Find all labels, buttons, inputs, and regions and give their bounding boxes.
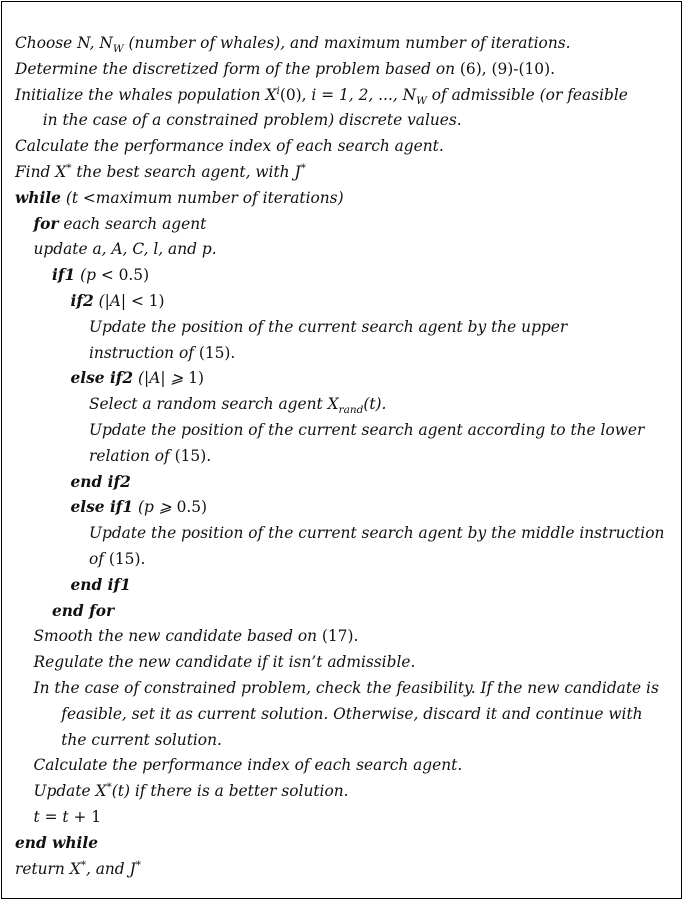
algorithm-line — [34, 807, 102, 827]
algorithm-line — [15, 162, 306, 182]
algorithm-line — [61, 730, 222, 750]
algorithm-line — [15, 33, 571, 56]
superscript: * — [135, 858, 141, 871]
line-text: (15). — [174, 446, 212, 465]
subscript: W — [112, 43, 124, 56]
algorithm-line — [15, 833, 98, 853]
line-text: Calculate the performance index of each search agent. — [15, 137, 444, 156]
algorithm-line — [71, 575, 131, 595]
subscript: rand — [338, 404, 364, 417]
algorithm-line — [43, 110, 462, 130]
superscript: * — [300, 161, 306, 174]
line-text: (p < — [75, 266, 119, 285]
line-text: 0.5) — [118, 266, 150, 285]
line-text: of admissible (or feasible — [426, 85, 628, 104]
keyword: end for — [52, 601, 115, 620]
line-text: Calculate the performance index of each search agent. — [33, 756, 463, 775]
line-text: (6), (9)-(10). — [459, 59, 555, 78]
algorithm-line — [15, 859, 141, 879]
algorithm-line — [34, 214, 207, 234]
line-text: the current solution. — [61, 730, 222, 749]
line-text: of — [89, 550, 109, 568]
line-text: update a, A, C, l, and p. — [33, 240, 217, 259]
algorithm-line — [89, 317, 567, 337]
line-text: each search agent — [58, 214, 207, 233]
line-text: (15). — [108, 550, 146, 568]
line-text: (p ⩾ — [133, 498, 177, 517]
keyword: if2 — [70, 292, 94, 310]
keyword: end if2 — [70, 472, 131, 491]
line-text: Update the position of the current search agent by the upper — [89, 317, 568, 336]
algorithm-line — [52, 265, 149, 285]
algorithm-line — [34, 678, 659, 698]
algorithm-box — [1, 1, 682, 899]
superscript: i — [276, 84, 280, 97]
algorithm-line — [34, 239, 217, 259]
algorithm-line — [89, 420, 644, 440]
algorithm-line — [15, 85, 628, 105]
line-text: 1) — [148, 292, 165, 310]
algorithm-line — [89, 549, 145, 569]
algorithm-line — [89, 523, 664, 543]
line-text: Update the position of the current search agent by the middle instruction — [89, 524, 665, 543]
algorithm-line — [15, 188, 344, 208]
line-text: (t). — [363, 395, 387, 414]
superscript: * — [80, 858, 86, 871]
line-text: (17). — [321, 627, 359, 646]
line-text: 0.5) — [176, 498, 208, 517]
algorithm-line — [89, 343, 235, 363]
keyword: else if2 — [70, 369, 134, 388]
superscript: * — [66, 161, 72, 174]
algorithm-line — [34, 755, 463, 775]
algorithm-line — [34, 781, 349, 801]
line-text: t = t + — [33, 808, 92, 826]
line-text: Determine the discretized form of the problem based on — [15, 59, 460, 78]
subscript: W — [416, 94, 427, 107]
line-text: (t <maximum number of iterations) — [60, 188, 344, 207]
line-text: the best search agent, with J — [71, 163, 301, 181]
line-text: in the case of a constrained problem) discrete values. — [42, 111, 462, 130]
algorithm-line — [34, 652, 416, 672]
line-text: i = 1, 2, ..., N — [306, 85, 417, 104]
algorithm-line — [71, 368, 205, 388]
line-text: feasible, set it as current solution. Otherwise, discard it and continue with — [61, 704, 643, 723]
keyword: for — [33, 214, 59, 233]
algorithm-line — [15, 136, 444, 156]
line-text: 1) — [188, 369, 204, 388]
algorithm-line — [61, 704, 642, 724]
keyword: end if1 — [70, 575, 131, 594]
line-text: (|A| ⩾ — [133, 369, 189, 388]
superscript: * — [106, 781, 112, 794]
line-text: (0), — [279, 85, 307, 104]
line-text: In the case of constrained problem, check the feasibility. If the new candidate is — [33, 679, 659, 697]
line-text: return X — [15, 859, 81, 878]
line-text: (t) if there is a better solution. — [111, 782, 349, 801]
algorithm-line — [52, 601, 114, 621]
line-text: (|A| < — [93, 292, 149, 310]
line-text: (15). — [198, 343, 236, 362]
algorithm-line — [71, 291, 165, 311]
line-text: relation of — [89, 446, 175, 465]
algorithm-line — [89, 394, 387, 417]
algorithm-line — [15, 59, 555, 79]
keyword: if1 — [52, 266, 76, 285]
line-text: Select a random search agent X — [89, 395, 339, 414]
algorithm-line — [34, 626, 359, 646]
line-text: Initialize the whales population X — [15, 85, 277, 104]
line-text: instruction of — [89, 343, 199, 362]
line-text: Regulate the new candidate if it isn’t admissible. — [33, 653, 416, 672]
algorithm-line — [71, 472, 131, 492]
line-text: Update X — [33, 782, 107, 801]
keyword: while — [15, 188, 61, 207]
line-text: Smooth the new candidate based on — [33, 627, 322, 646]
line-text: (number of whales), and maximum number of iterations. — [123, 34, 571, 52]
keyword: else if1 — [70, 498, 134, 517]
algorithm-line — [71, 497, 208, 517]
line-text: Update the position of the current search agent according to the lower — [89, 421, 645, 439]
line-text: Find X — [15, 163, 67, 181]
line-text: , and J — [85, 859, 136, 878]
keyword: end while — [15, 833, 99, 852]
line-text: 1 — [91, 808, 102, 826]
algorithm-line — [89, 446, 211, 466]
line-text: Choose N, N — [15, 34, 113, 52]
